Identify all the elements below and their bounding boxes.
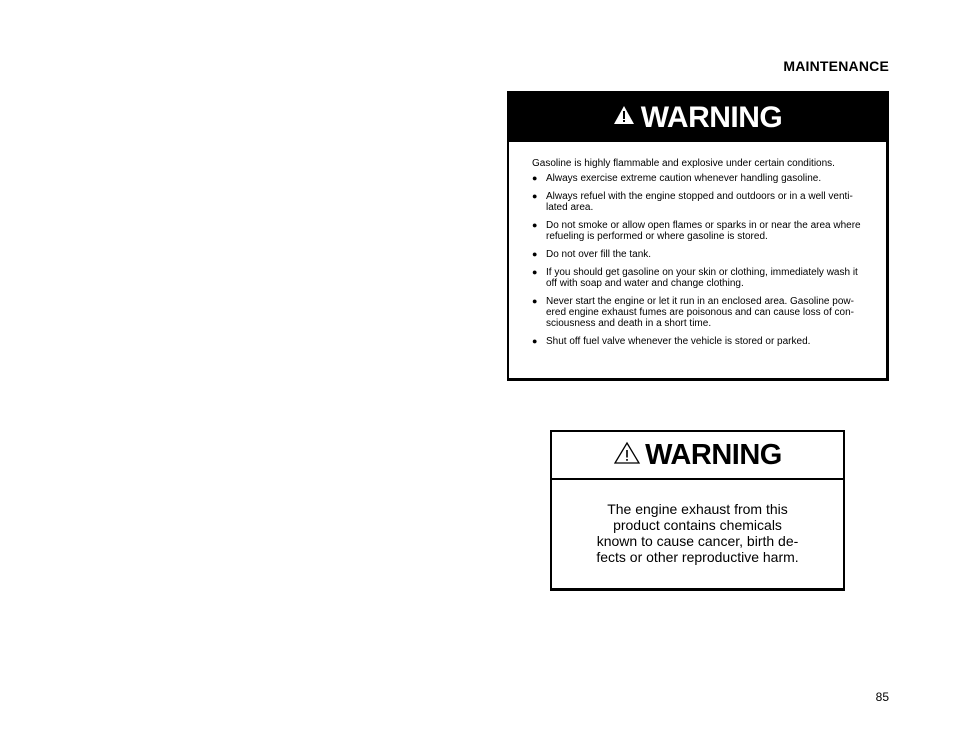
exhaust-warning-title: WARNING (645, 438, 782, 471)
list-item-text: If you should get gasoline on your skin or clothing, immediately wash it off with soap and water and change clothing. (546, 267, 858, 289)
list-item (532, 296, 870, 329)
exhaust-warning-header (552, 432, 843, 480)
bullet-icon: ● (532, 249, 538, 259)
list-item-text: Do not over fill the tank. (546, 249, 652, 260)
list-item-text: Do not smoke or allow open flames or sparks in or near the area where refueling is performed or where gasoline is stored. (546, 220, 861, 242)
exhaust-warning-line: known to cause cancer, birth de- (596, 533, 799, 549)
exhaust-warning-line: The engine exhaust from this (607, 501, 788, 517)
list-item-text: Never start the engine or let it run in an enclosed area. Gasoline pow- ered engine exhaust fumes are poisonous and can cause loss of con- sciousness and death in a short time. (546, 296, 854, 329)
list-item-text: Always refuel with the engine stopped and outdoors or in a well venti- lated area. (546, 191, 853, 213)
exhaust-warning-body (552, 480, 843, 565)
bullet-icon: ● (532, 296, 538, 306)
exhaust-warning-line: product contains chemicals (613, 517, 782, 533)
bullet-icon: ● (532, 220, 538, 230)
warning-triangle-icon (613, 105, 635, 130)
list-item (532, 249, 870, 260)
fuel-warning-box (507, 91, 889, 381)
bullet-icon: ● (532, 173, 538, 183)
exhaust-warning-line: fects or other reproductive harm. (596, 549, 799, 565)
fuel-warning-body (509, 142, 886, 347)
fuel-warning-title: WARNING (640, 100, 783, 134)
page-number: 85 (875, 690, 889, 704)
list-item (532, 220, 870, 242)
list-item (532, 173, 870, 184)
fuel-warning-list (532, 173, 870, 347)
warning-triangle-outline-icon (613, 441, 641, 470)
fuel-warning-intro: Gasoline is highly flammable and explosive under certain conditions. (532, 158, 835, 169)
list-item-text: Always exercise extreme caution whenever handling gasoline. (546, 173, 822, 184)
list-item (532, 336, 870, 347)
bullet-icon: ● (532, 336, 538, 346)
bullet-icon: ● (532, 191, 538, 201)
exhaust-warning-box (550, 430, 845, 591)
list-item-text: Shut off fuel valve whenever the vehicle is stored or parked. (546, 336, 811, 347)
list-item (532, 267, 870, 289)
fuel-warning-header (509, 93, 886, 142)
bullet-icon: ● (532, 267, 538, 277)
section-title: MAINTENANCE (783, 58, 889, 74)
list-item (532, 191, 870, 213)
